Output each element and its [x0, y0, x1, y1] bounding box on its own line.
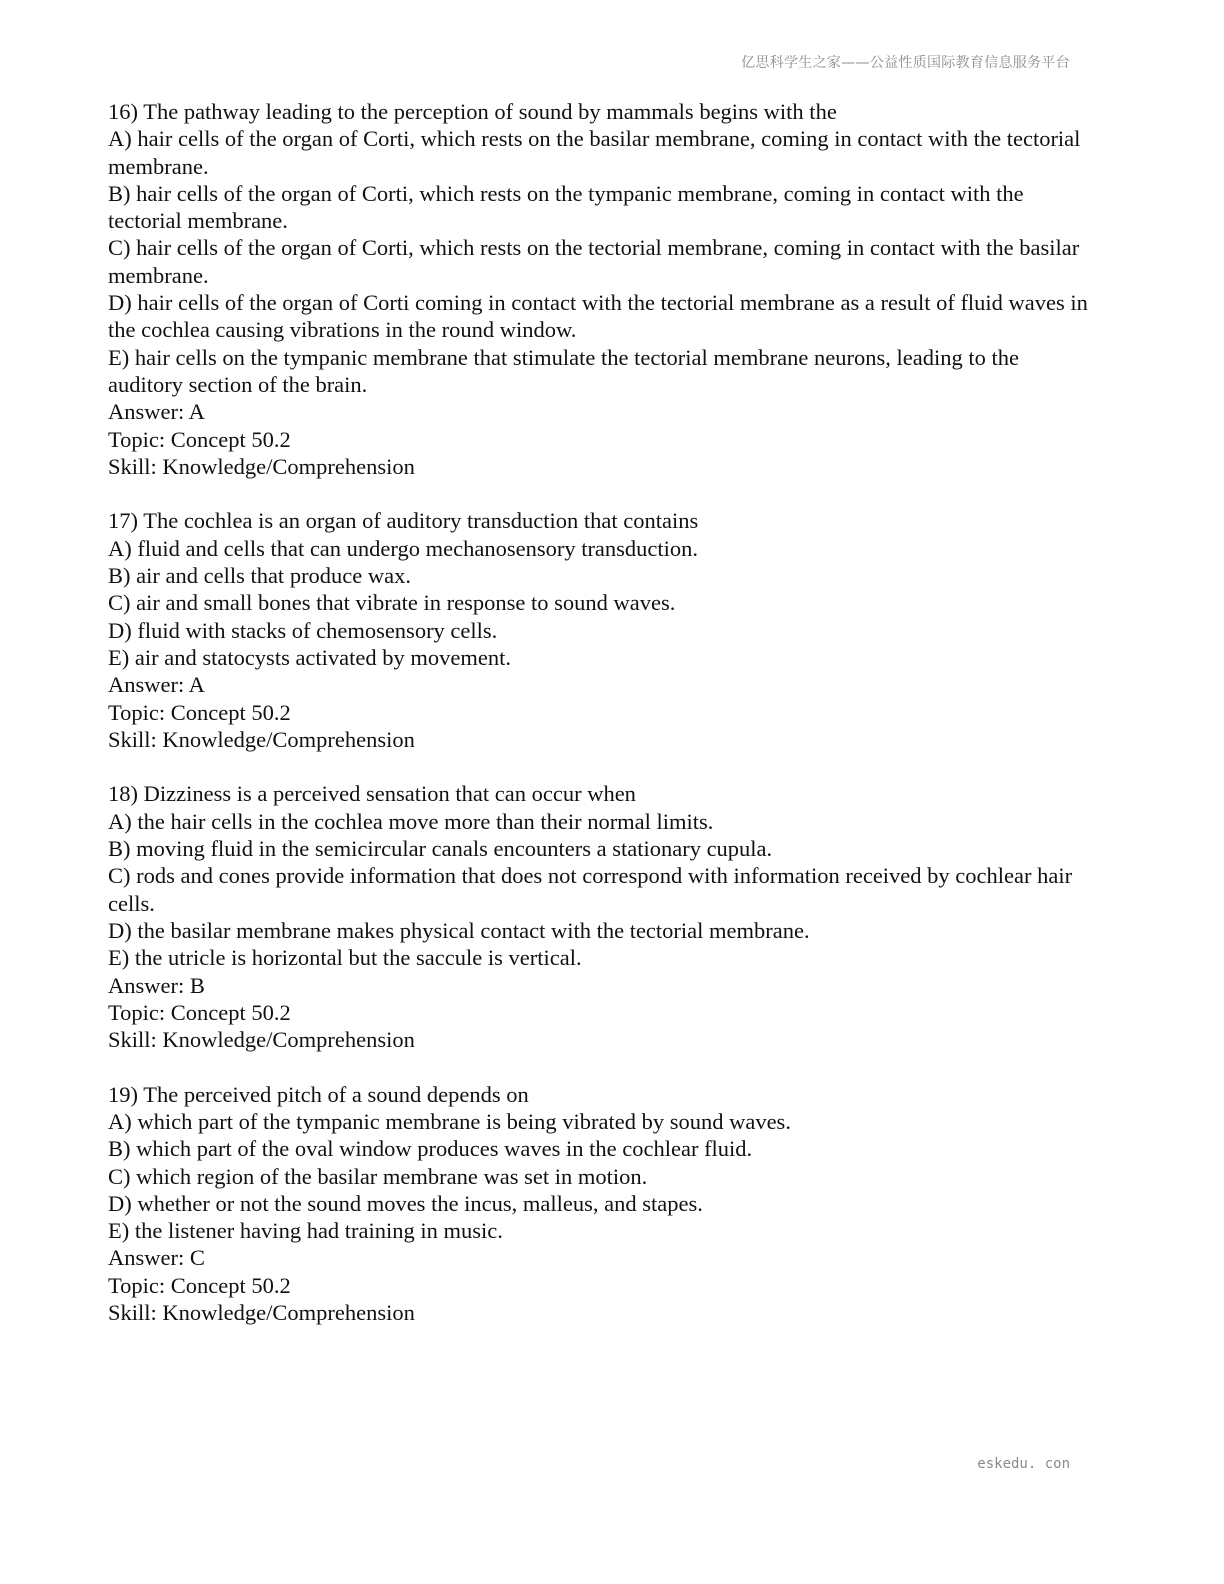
page-header: 亿思科学生之家——公益性质国际教育信息服务平台	[741, 55, 1070, 71]
option-a: A) hair cells of the organ of Corti, which rests on the basilar membrane, coming in contact with the tectorial membrane.	[108, 126, 1081, 179]
option-c: C) which region of the basilar membrane was set in motion.	[108, 1163, 648, 1189]
option-b: B) which part of the oval window produces waves in the cochlear fluid.	[108, 1136, 753, 1162]
option-d: D) the basilar membrane makes physical contact with the tectorial membrane.	[108, 917, 810, 943]
question-stem: 18) Dizziness is a perceived sensation that can occur when	[108, 781, 636, 807]
question-block	[108, 98, 1098, 480]
question-block	[108, 1081, 1098, 1327]
answer-line: Answer: A	[108, 672, 205, 698]
option-d: D) fluid with stacks of chemosensory cells.	[108, 617, 498, 643]
skill-line: Skill: Knowledge/Comprehension	[108, 1300, 415, 1326]
answer-line: Answer: C	[108, 1245, 205, 1271]
option-a: A) which part of the tympanic membrane is being vibrated by sound waves.	[108, 1108, 791, 1134]
question-stem: 17) The cochlea is an organ of auditory transduction that contains	[108, 508, 699, 534]
option-e: E) air and statocysts activated by movement.	[108, 644, 512, 670]
option-c: C) air and small bones that vibrate in response to sound waves.	[108, 590, 676, 616]
answer-line: Answer: A	[108, 399, 205, 425]
option-c: C) rods and cones provide information that does not correspond with information received by cochlear hair cells.	[108, 863, 1073, 916]
question-list	[108, 98, 1098, 1354]
topic-line: Topic: Concept 50.2	[108, 699, 291, 725]
skill-line: Skill: Knowledge/Comprehension	[108, 726, 415, 752]
option-c: C) hair cells of the organ of Corti, which rests on the tectorial membrane, coming in contact with the basilar membrane.	[108, 235, 1080, 288]
option-a: A) fluid and cells that can undergo mechanosensory transduction.	[108, 535, 699, 561]
option-e: E) the utricle is horizontal but the saccule is vertical.	[108, 945, 582, 971]
question-stem: 19) The perceived pitch of a sound depends on	[108, 1081, 529, 1107]
skill-line: Skill: Knowledge/Comprehension	[108, 453, 415, 479]
answer-line: Answer: B	[108, 972, 205, 998]
option-d: D) hair cells of the organ of Corti coming in contact with the tectorial membrane as a result of fluid waves in the cochlea causing vibrations in the round window.	[108, 290, 1088, 343]
option-d: D) whether or not the sound moves the incus, malleus, and stapes.	[108, 1190, 703, 1216]
skill-line: Skill: Knowledge/Comprehension	[108, 1027, 415, 1053]
question-block	[108, 507, 1098, 753]
topic-line: Topic: Concept 50.2	[108, 1272, 291, 1298]
topic-line: Topic: Concept 50.2	[108, 999, 291, 1025]
option-e: E) the listener having had training in music.	[108, 1218, 503, 1244]
option-a: A) the hair cells in the cochlea move more than their normal limits.	[108, 808, 714, 834]
option-b: B) moving fluid in the semicircular canals encounters a stationary cupula.	[108, 836, 773, 862]
option-e: E) hair cells on the tympanic membrane that stimulate the tectorial membrane neurons, leading to the auditory section of the brain.	[108, 344, 1019, 397]
question-block	[108, 780, 1098, 1053]
topic-line: Topic: Concept 50.2	[108, 426, 291, 452]
option-b: B) air and cells that produce wax.	[108, 563, 412, 589]
option-b: B) hair cells of the organ of Corti, which rests on the tympanic membrane, coming in contact with the tectorial membrane.	[108, 180, 1024, 234]
question-stem: 16) The pathway leading to the perception of sound by mammals begins with the	[108, 99, 837, 124]
page-footer: eskedu. con	[977, 1456, 1070, 1472]
